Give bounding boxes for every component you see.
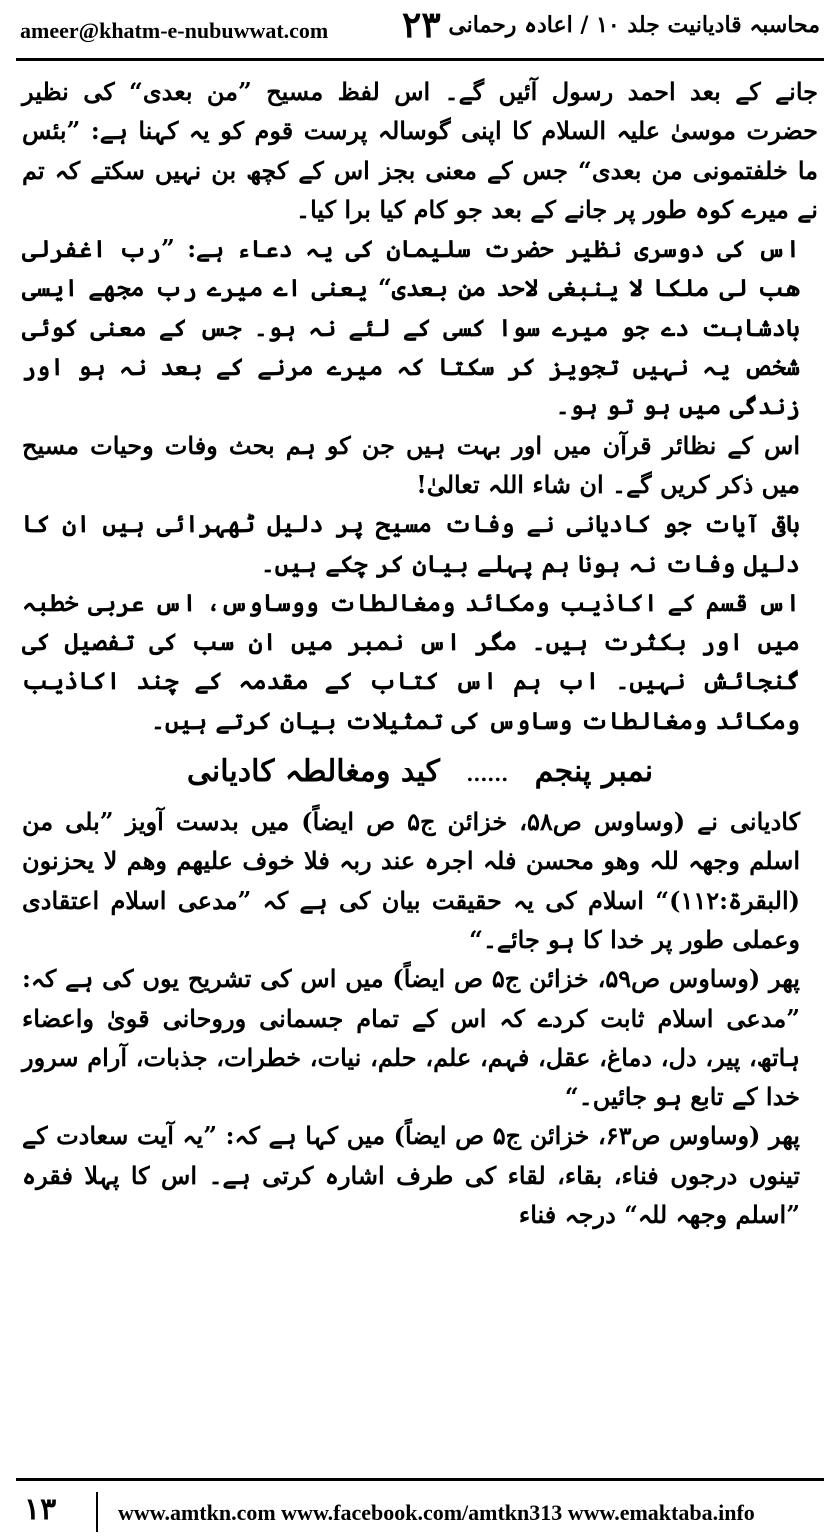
paragraph-4: باقی آیات جو کادیانی نے وفات مسیح پر دلیل ٹھہرائی ہیں ان کا دلیل وفات نہ ہونا ہم پہلے بیان کر چکے ہیں۔ (22, 509, 800, 578)
paragraph-2: اس کی دوسری نظیر حضرت سلیمان کی یہ دعاء ہے: ”رب اغفرلی ھب لی ملکا لا ینبغی لاحد من بعدی“ یعنی اے میرے رب مجھے ایسی بادشاہت دے جو میرے سوا کسی کے لئے نہ ہو۔ جس کے معنی کوئی شخص یہ نہیں تجویز کر سکتا کہ میرے مرنے کے بعد نہ ہو اور زندگی میں ہو تو ہو۔ (22, 234, 800, 421)
header-email: ameer@khatm-e-nubuwwat.com (20, 18, 329, 43)
page-body (22, 72, 818, 1234)
page-footer (0, 1482, 840, 1540)
footer-divider (16, 1478, 824, 1481)
footer-separator (96, 1492, 98, 1532)
page-header (0, 0, 840, 58)
paragraph-3: اس کے نظائر قرآن میں اور بہت ہیں جن کو ہم بحث وفات وحیات مسیح میں ذکر کریں گے۔ ان شاء اللہ تعالیٰ! (22, 430, 800, 499)
paragraph-8: پھر (وساوس ص۶۳، خزائن ج۵ ص ایضاً) میں کہا ہے کہ: ”یہ آیت سعادت کے تینوں درجوں فناء، بقاء، لقاء کی طرف اشارہ کرتی ہے۔ اس کا پہلا فقرہ ”اسلم وجھہ للہ“ درجہ فناء (22, 1121, 800, 1230)
paragraph-1: جانے کے بعد احمد رسول آئیں گے۔ اس لفظ مسیح ”من بعدی“ کی نظیر حضرت موسیٰ علیہ السلام کا اپنی گوسالہ پرست قوم کو یہ کہنا ہے: ”بئس ما خلفتمونی من بعدی“ جس کے معنی بجز اس کے کچھ بن نہیں سکتے کہ تم نے میرے کوہ طور پر جانے کے بعد جو کام کیا برا کیا۔ (22, 77, 819, 224)
section-heading (22, 744, 818, 802)
section-title: کید ومغالطہ کادیانی (186, 754, 440, 790)
section-number: نمبر پنجم (534, 754, 654, 790)
header-divider (16, 58, 824, 61)
section-dots: ...... (466, 762, 509, 787)
header-page-number: ۲۳ (402, 4, 441, 46)
paragraph-7: پھر (وساوس ص۵۹، خزائن ج۵ ص ایضاً) میں اس کی تشریح یوں کی ہے کہ: ”مدعی اسلام ثابت کردے کہ اس کے تمام جسمانی وروحانی قویٰ واعضاء ہاتھ، پیر، دل، دماغ، عقل، فہم، علم، حلم، نیات، خطرات، جذبات، آرام سرور خدا کے تابع ہو جائیں۔“ (22, 964, 800, 1112)
paragraph-5: اس قسم کے اکاذیب ومکائد ومغالطات ووساوس، اس عربی خطبہ میں اور بکثرت ہیں۔ مگر اس نمبر میں ان سب کی تفصیل کی گنجائش نہیں۔ اب ہم اس کتاب کے مقدمہ کے چند اکاذیب ومکائد ومغالطات وساوس کی تمثیلات بیان کرتے ہیں۔ (22, 587, 800, 735)
footer-links: www.amtkn.com www.facebook.com/amtkn313 www.emaktaba.info (118, 1500, 755, 1525)
paragraph-6: کادیانی نے (وساوس ص۵۸، خزائن ج۵ ص ایضاً) میں بدست آویز ”بلی من اسلم وجھہ للہ وھو محسن فلہ اجرہ عند ربہ فلا خوف علیھم وھم لا یحزنون (البقرۃ:۱۱۲)“ اسلام کی یہ حقیقت بیان کی ہے کہ ”مدعی اسلام اعتقادی وعملی طور پر خدا کا ہو جائے۔“ (22, 807, 800, 954)
header-book-title: محاسبہ قادیانیت جلد ۱۰ / اعادہ رحمانی (448, 12, 820, 38)
footer-page-number: ۱۳ (24, 1492, 57, 1527)
